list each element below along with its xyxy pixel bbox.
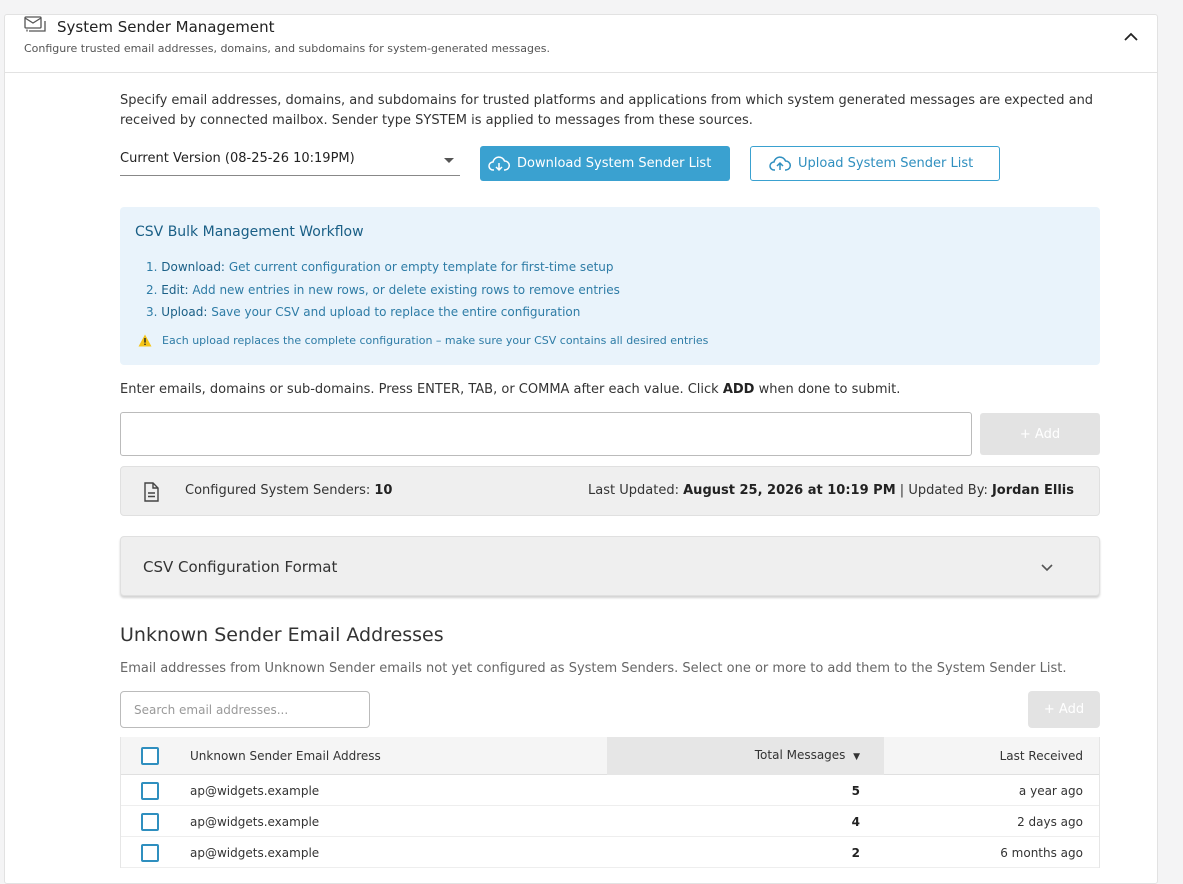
add-senders-button[interactable]: + Add [980,413,1100,455]
row-total: 5 [851,784,860,798]
panel-title: System Sender Management [57,18,275,36]
add-unknown-button[interactable]: + Add [1028,691,1100,728]
select-all-checkbox[interactable] [141,747,159,765]
mail-stack-icon [24,16,48,34]
sender-entry-input[interactable] [120,412,972,456]
section-description: Specify email addresses, domains, and subdomains for trusted platforms and applications from which system generated messages are expected and received by connected mailbox. Sender type SYSTEM is applied to messages from these sources. [120,93,1094,128]
sender-status-bar [120,466,1100,516]
version-select-value: Current Version (08-25-26 10:19PM) [120,151,355,166]
warning-icon [138,334,152,347]
csv-workflow-info [120,207,1100,365]
version-select[interactable] [120,146,460,176]
column-header-last-received[interactable]: Last Received [999,749,1083,763]
table-row[interactable] [121,775,1099,806]
cloud-download-icon [488,156,510,172]
table-header [121,737,1099,775]
workflow-step: 1. Download: Get current configuration or empty template for first-time setup [146,260,614,274]
cloud-upload-icon [769,156,791,172]
caret-down-icon [444,158,454,163]
row-total: 4 [851,815,860,829]
search-input[interactable] [120,691,370,728]
unknown-senders-description: Email addresses from Unknown Sender emails not yet configured as System Senders. Select one or more to add them to the System Sender List. [120,661,1067,676]
row-total: 2 [851,846,860,860]
workflow-step: 3. Upload: Save your CSV and upload to replace the entire configuration [146,305,581,319]
workflow-step: 2. Edit: Add new entries in new rows, or delete existing rows to remove entries [146,282,620,297]
panel-header[interactable] [5,15,1157,73]
last-updated-info: Last Updated: August 25, 2026 at 10:19 PM | Updated By: Jordan Ellis [588,483,1074,498]
table-row[interactable] [121,837,1099,868]
collapse-button[interactable] [1121,27,1141,47]
download-button[interactable] [480,146,730,181]
row-email: ap@widgets.example [190,784,320,798]
unknown-senders-table [120,737,1100,868]
csv-format-accordion[interactable] [120,536,1100,596]
upload-button-label: Upload System Sender List [798,156,974,171]
unknown-senders-title: Unknown Sender Email Addresses [120,624,444,646]
sort-desc-icon: ▼ [853,752,860,762]
workflow-warning [138,334,708,347]
column-header-email[interactable]: Unknown Sender Email Address [190,749,381,763]
row-last-received: 6 months ago [1000,846,1083,860]
panel-subtitle: Configure trusted email addresses, domains, and subdomains for system-generated messages. [24,42,551,55]
download-button-label: Download System Sender List [517,156,712,171]
row-checkbox[interactable] [141,782,159,800]
configured-count: Configured System Senders: 10 [185,483,393,498]
chevron-up-icon [1121,27,1141,47]
row-checkbox[interactable] [141,813,159,831]
workflow-title: CSV Bulk Management Workflow [135,224,364,240]
row-last-received: 2 days ago [1017,815,1083,829]
entry-help-text: Enter emails, domains or sub-domains. Press ENTER, TAB, or COMMA after each value. Click ADD when done to submit. [120,382,901,397]
row-last-received: a year ago [1018,784,1083,798]
warning-text: Each upload replaces the complete configuration – make sure your CSV contains all desired entries [162,334,709,347]
workflow-steps [146,256,620,324]
row-email: ap@widgets.example [190,846,320,860]
document-icon [142,482,160,502]
csv-format-title: CSV Configuration Format [143,558,338,576]
column-header-total[interactable]: Total Messages ▼ [754,748,860,762]
table-row[interactable] [121,806,1099,837]
row-email: ap@widgets.example [190,815,320,829]
chevron-down-icon [1039,559,1055,575]
row-checkbox[interactable] [141,844,159,862]
upload-button[interactable] [750,146,1000,181]
